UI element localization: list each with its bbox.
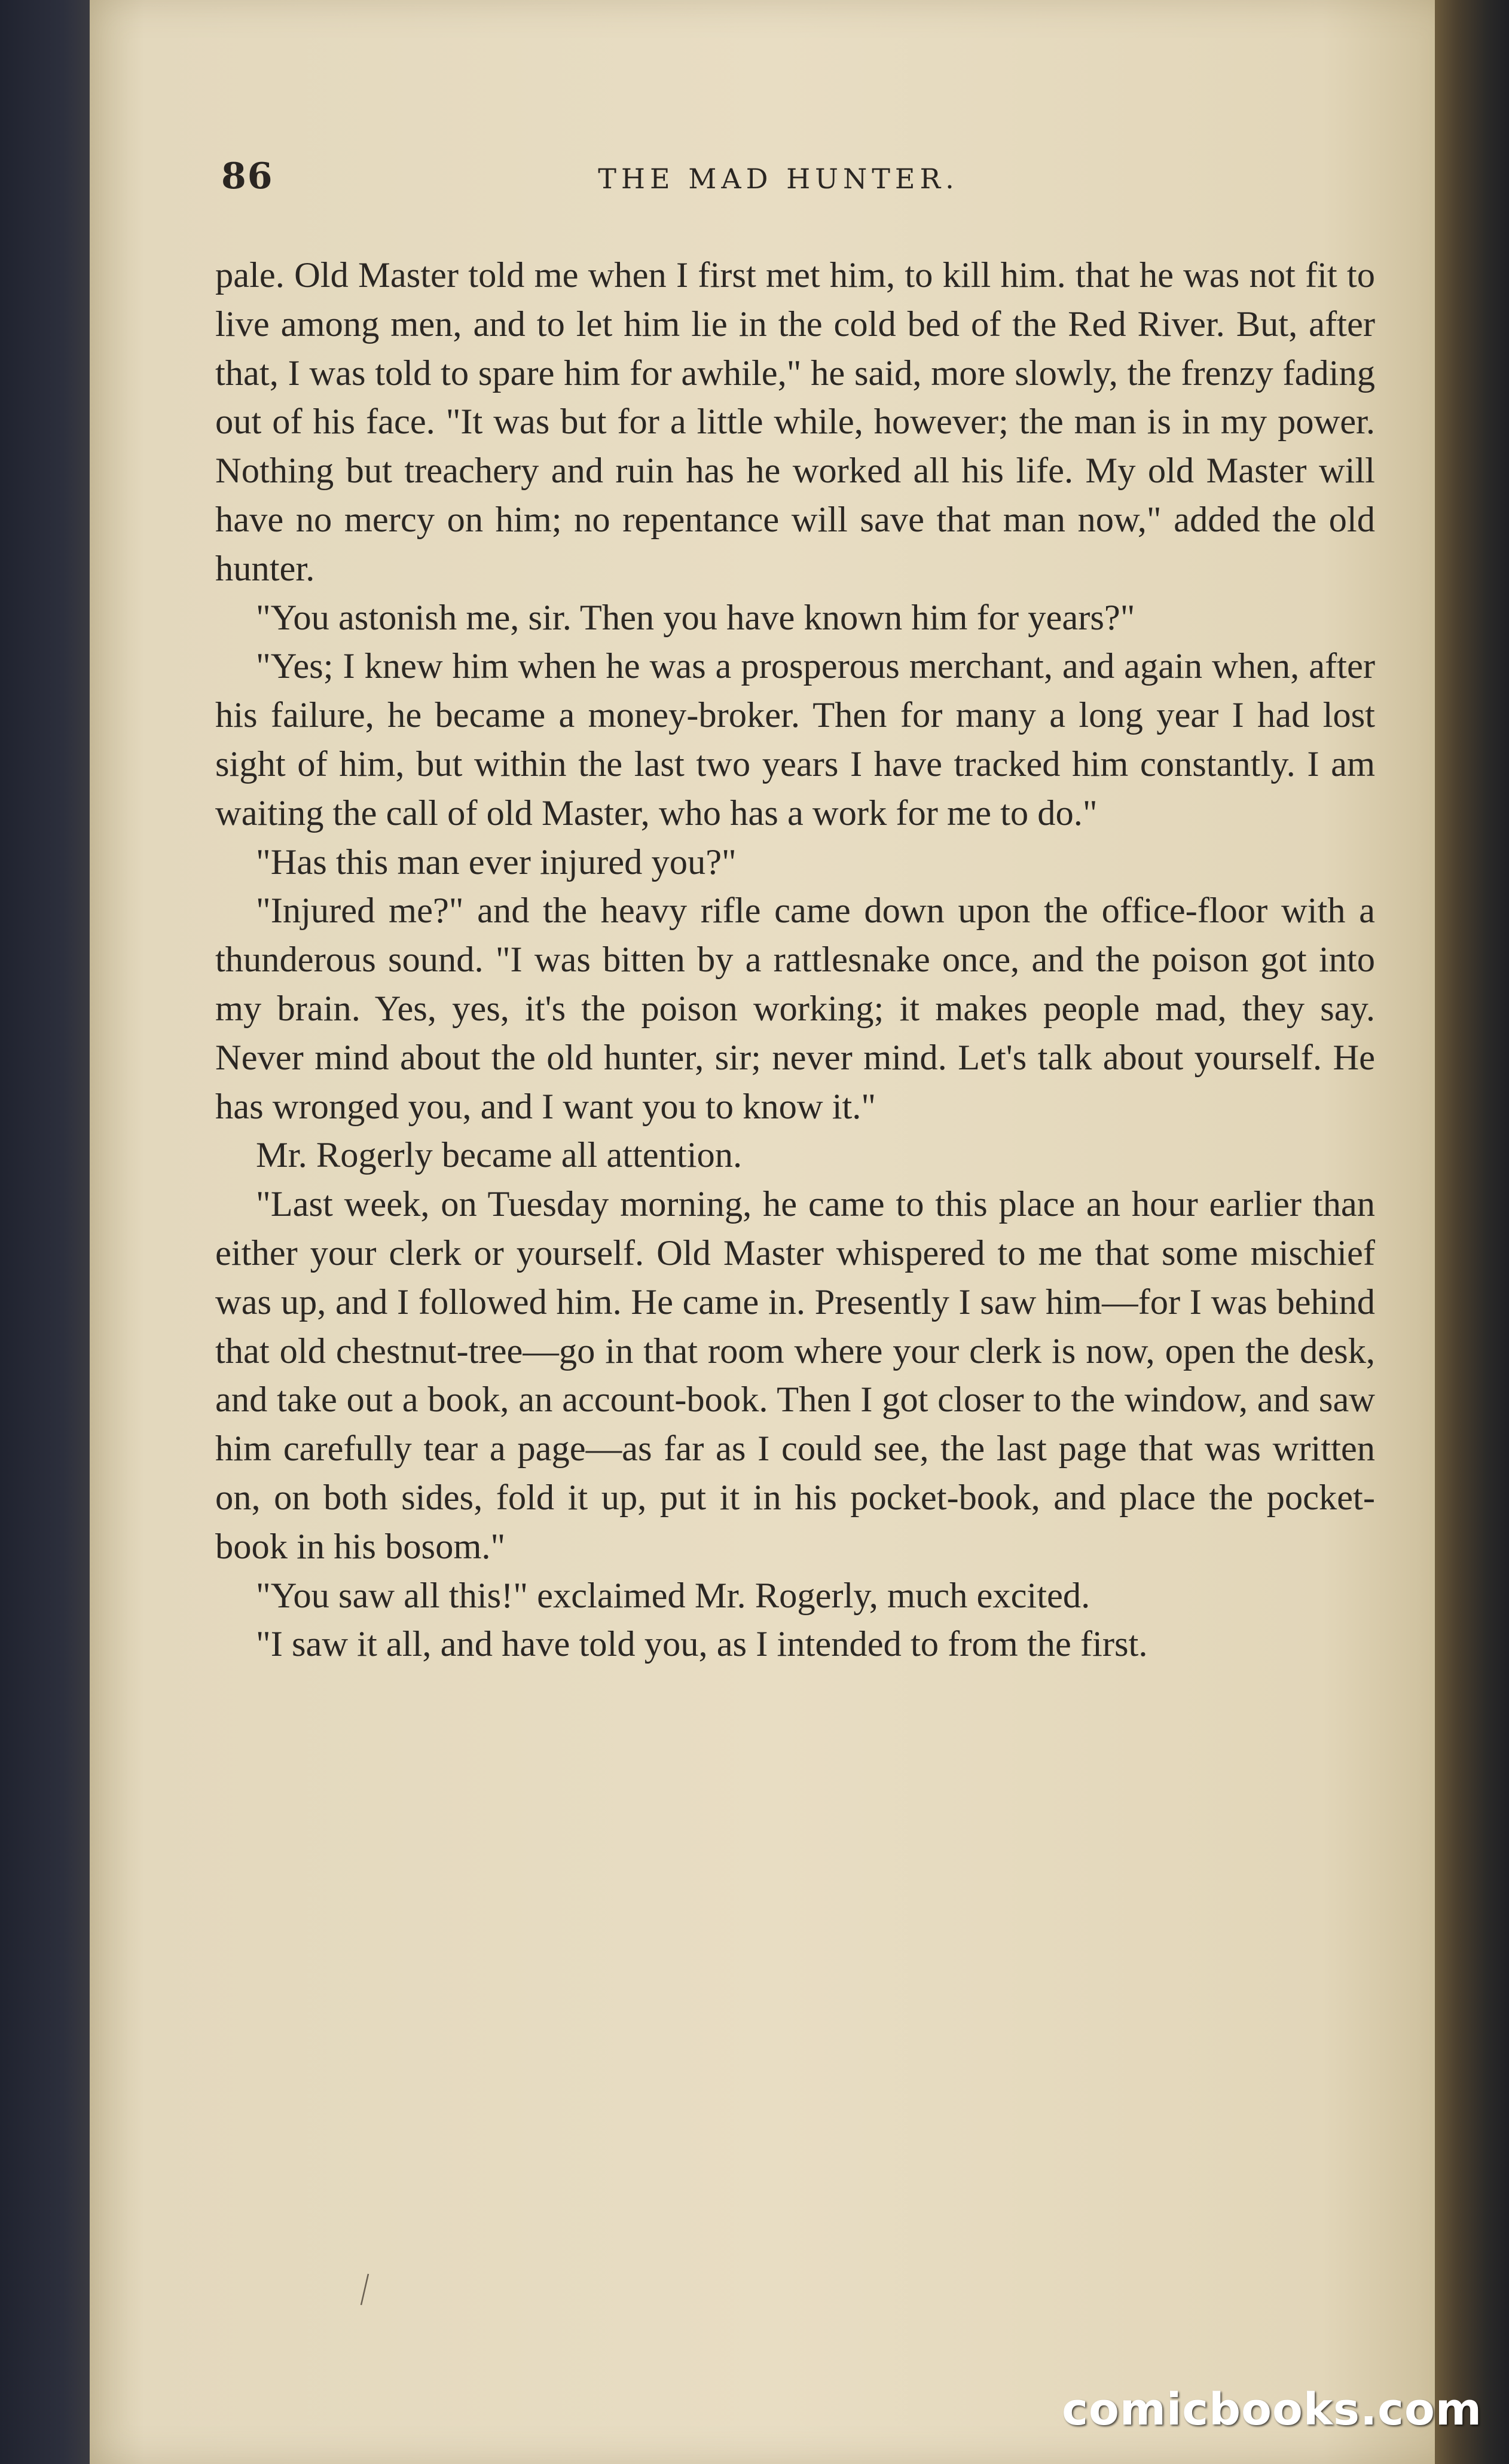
running-head: THE MAD HUNTER. (598, 163, 959, 195)
book-spine-left (0, 0, 90, 2464)
page-number: 86 (221, 155, 274, 197)
paragraph: pale. Old Master told me when I first met him, to kill him. that he was not fit to live among men, and to let him lie in the cold bed of the Red River. But, after that, I was told to spare him for awhile," he said, more slowly, the frenzy fading out of his face. "It was but for a little while, however; the man is in my power. Nothing but treachery and ruin has he worked all his life. My old Master will have no mercy on him; no repentance will save that man now," added the old hunter. (215, 255, 1375, 589)
paragraph: Mr. Rogerly became all attention. (256, 1135, 743, 1176)
page-edge-right (1435, 0, 1509, 2464)
paragraph: "Has this man ever injured you?" (256, 842, 737, 882)
pencil-mark (359, 2272, 371, 2307)
paragraph: "Yes; I knew him when he was a prosperous merchant, and again when, after his failure, he became a money-broker. Then for many a long year I had lost sight of him, but within the last two years I have tracked him constantly. I am waiting the call of old Master, who has a work for me to do." (215, 646, 1375, 833)
paragraph: "You astonish me, sir. Then you have known him for years?" (256, 597, 1135, 638)
paragraph: "I saw it all, and have told you, as I intended to from the first. (256, 1624, 1148, 1665)
paragraph: "You saw all this!" exclaimed Mr. Rogerly, much excited. (256, 1575, 1090, 1616)
page-header (132, 155, 1425, 209)
watermark: comicbooks.com (1062, 2384, 1482, 2435)
paragraph: "Injured me?" and the heavy rifle came down upon the office-floor with a thunderous sound. "I was bitten by a rattlesnake once, and the poison got into my brain. Yes, yes, it's the poison working; it makes people mad, they say. Never mind about the old hunter, sir; never mind. Let's talk about yourself. He has wronged you, and I want you to know it." (215, 891, 1375, 1127)
text-body (215, 251, 1375, 1669)
paragraph: "Last week, on Tuesday morning, he came to this place an hour earlier than either your clerk or yourself. Old Master whispered to me that some mischief was up, and I followed him. He came in. Presently I saw him—for I was behind that old chestnut-tree—go in that room where your clerk is now, open the desk, and take out a book, an account-book. Then I got closer to the window, and saw him carefully tear a page—as far as I could see, the last page that was written on, on both sides, fold it up, put it in his pocket-book, and place the pocket-book in his bosom." (215, 1184, 1375, 1567)
